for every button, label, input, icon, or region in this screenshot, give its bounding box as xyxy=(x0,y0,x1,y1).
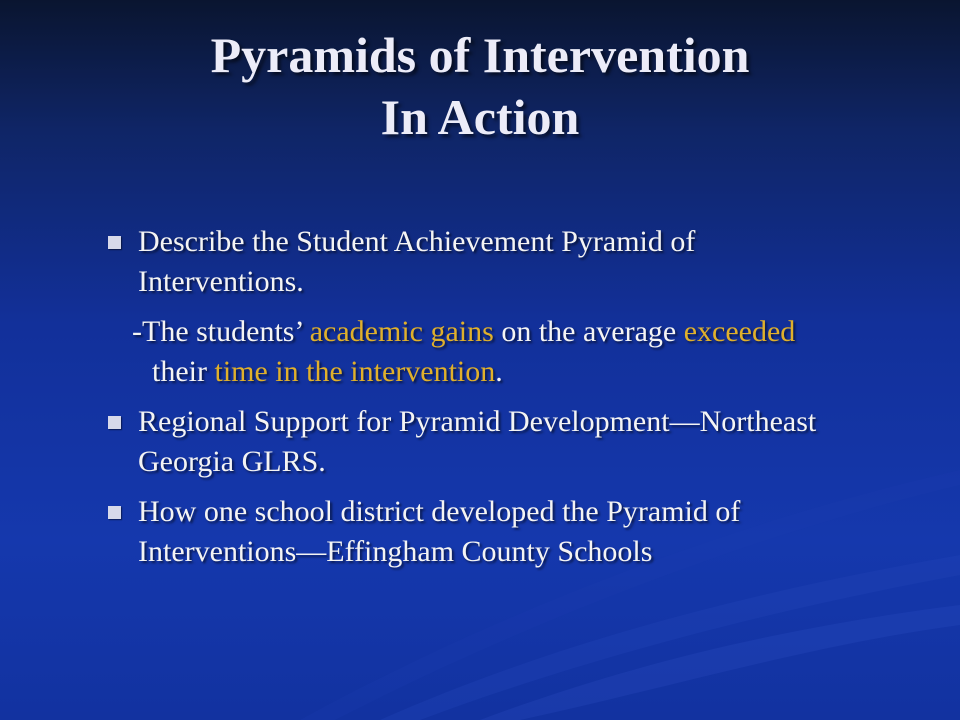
highlight-academic-gains: academic gains xyxy=(309,315,494,348)
highlight-exceeded: exceeded xyxy=(683,315,796,348)
square-bullet-icon xyxy=(108,506,121,519)
bullet-text: Describe the Student Achievement Pyramid of Interventions. xyxy=(138,225,696,298)
square-bullet-icon xyxy=(108,416,121,429)
bullet-item xyxy=(104,402,844,482)
bullet-text: How one school district developed the Pyramid of Interventions—Effingham County Schools xyxy=(138,495,741,568)
sub-point-text: on the average xyxy=(493,315,684,348)
bullet-text: Regional Support for Pyramid Development—Northeast Georgia GLRS. xyxy=(138,405,817,478)
title-line-1: Pyramids of Intervention xyxy=(210,27,750,83)
sub-point-text: . xyxy=(495,355,503,388)
bullet-item xyxy=(104,222,844,302)
sub-point xyxy=(104,312,844,392)
highlight-time-in-intervention: time in the intervention xyxy=(214,355,496,388)
bullet-item xyxy=(104,492,844,572)
slide-title xyxy=(0,24,960,148)
sub-point-text: -The students’ xyxy=(132,315,310,348)
title-line-2: In Action xyxy=(380,89,580,145)
square-bullet-icon xyxy=(108,236,121,249)
sub-point-text: their xyxy=(152,355,215,388)
slide-body xyxy=(104,222,844,582)
